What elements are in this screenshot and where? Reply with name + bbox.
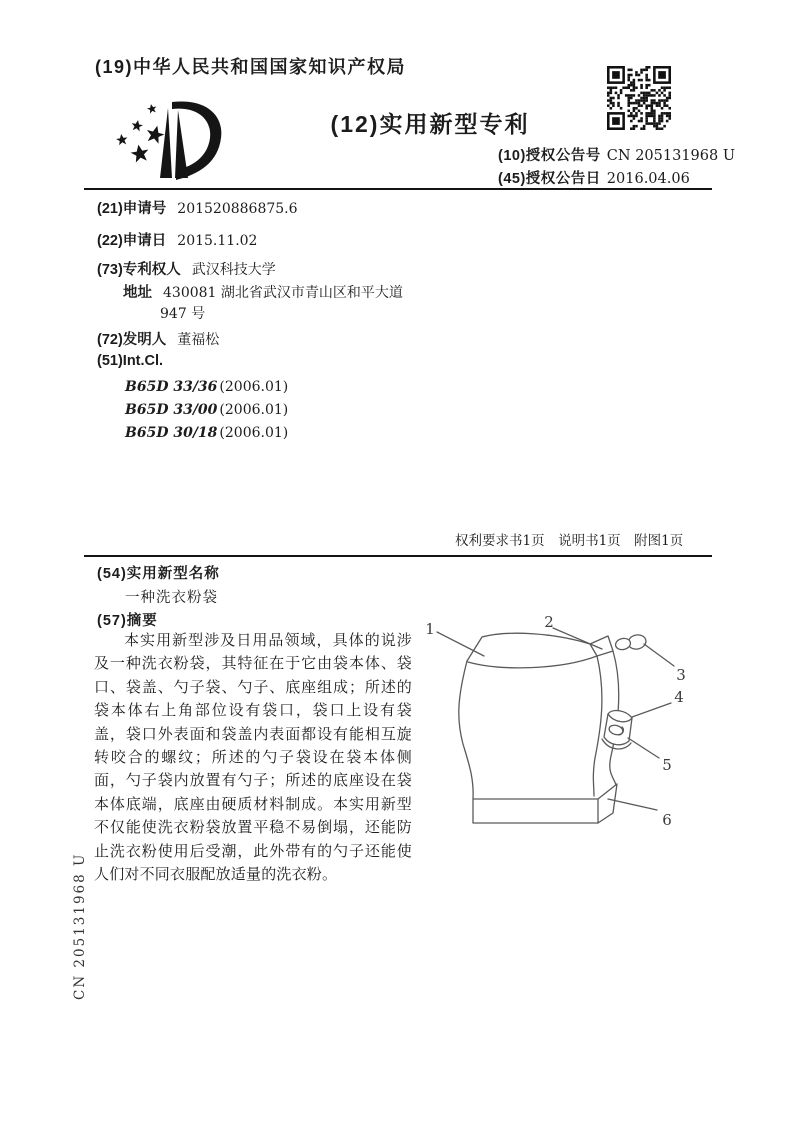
pub-no-value: CN 205131968 U bbox=[606, 148, 736, 164]
leader-2 bbox=[553, 628, 602, 649]
pub-date-row bbox=[498, 167, 690, 188]
figure-label-1: 1 bbox=[425, 620, 435, 638]
class-year: (2006.01) bbox=[219, 402, 289, 418]
inventor-value: 董福松 bbox=[177, 332, 220, 348]
office-title: (19)中华人民共和国国家知识产权局 bbox=[95, 57, 407, 77]
app-date-label: (22)申请日 bbox=[97, 233, 167, 249]
application-date-row bbox=[97, 229, 257, 250]
leader-6 bbox=[608, 799, 657, 810]
pub-date-label: (45)授权公告日 bbox=[498, 171, 601, 187]
classification-row bbox=[125, 378, 288, 395]
figure-label-6: 6 bbox=[662, 811, 672, 829]
cnipa-logo-icon bbox=[112, 96, 230, 195]
pub-date-value: 2016.04.06 bbox=[606, 171, 690, 187]
class-code: B65D 30/18 bbox=[125, 425, 218, 441]
abstract-section-label: (57)摘要 bbox=[97, 613, 158, 629]
address-row bbox=[123, 281, 403, 302]
address-value-2: 947 号 bbox=[160, 306, 206, 322]
class-code: B65D 33/36 bbox=[125, 379, 218, 395]
bag-right-inner bbox=[593, 656, 602, 796]
section-divider bbox=[84, 555, 712, 557]
bag-left-edge bbox=[459, 661, 473, 799]
bag-band-bottom bbox=[468, 656, 597, 668]
doc-type-title: (12)实用新型专利 bbox=[330, 111, 530, 137]
abstract-text: 本实用新型涉及日用品领域，具体的说涉及一种洗衣粉袋，其特征在于它由袋本体、袋口、袋盖、勺子袋、勺子、底座组成；所述的袋本体右上角部位设有袋口，袋口上设有袋盖，袋口外表面和袋盖内表面都设有能相互旋转咬合的螺纹；所述的勺子袋设在袋本体侧面，勺子袋内放置有勺子；所述的底座设在袋本体底端，底座由硬质材料制成。本实用新型不仅能使洗衣粉袋放置平稳不易倒塌，还能防止洗衣粉使用后受潮，此外带有的勺子还能使人们对不同衣服配放适量的洗衣粉。 bbox=[94, 631, 412, 884]
leader-3 bbox=[644, 644, 674, 666]
application-number-row bbox=[97, 197, 298, 218]
patentee-label: (73)专利权人 bbox=[97, 262, 181, 278]
pub-no-label: (10)授权公告号 bbox=[498, 148, 601, 164]
pages-info: 权利要求书1页 说明书1页 附图1页 bbox=[455, 533, 684, 549]
classification-row bbox=[125, 424, 288, 441]
intcl-label: (51)Int.Cl. bbox=[97, 353, 164, 369]
side-document-code: CN 205131968 U bbox=[72, 852, 88, 1000]
qr-code-icon bbox=[607, 66, 671, 135]
intcl-row bbox=[97, 353, 163, 369]
base-front bbox=[473, 799, 598, 823]
title-section-label: (54)实用新型名称 bbox=[97, 566, 220, 582]
patentee-value: 武汉科技大学 bbox=[191, 262, 276, 278]
address-value: 430081 湖北省武汉市青山区和平大道 bbox=[163, 285, 403, 301]
app-no-value: 201520886875.6 bbox=[177, 201, 298, 217]
class-year: (2006.01) bbox=[219, 425, 289, 441]
pub-no-row bbox=[498, 144, 735, 165]
figure-label-2: 2 bbox=[544, 613, 554, 631]
address-label: 地址 bbox=[123, 285, 152, 301]
base-side bbox=[598, 784, 617, 823]
leader-4 bbox=[632, 703, 671, 717]
leader-5 bbox=[628, 738, 659, 758]
figure-label-3: 3 bbox=[676, 666, 686, 684]
figure-label-5: 5 bbox=[662, 756, 672, 774]
address-row-2 bbox=[160, 303, 205, 323]
class-code: B65D 33/00 bbox=[125, 402, 218, 418]
qr-code bbox=[607, 66, 671, 130]
app-date-value: 2015.11.02 bbox=[177, 233, 258, 249]
patentee-row bbox=[97, 258, 276, 279]
invention-title: 一种洗衣粉袋 bbox=[125, 590, 218, 606]
figure-label-4: 4 bbox=[674, 688, 684, 706]
classification-row bbox=[125, 401, 288, 418]
patent-drawing bbox=[420, 606, 720, 863]
header-divider bbox=[84, 188, 712, 190]
inventor-label: (72)发明人 bbox=[97, 332, 167, 348]
app-no-label: (21)申请号 bbox=[97, 201, 167, 217]
bag-top-edge bbox=[482, 633, 590, 644]
inventor-row bbox=[97, 328, 219, 349]
class-year: (2006.01) bbox=[219, 379, 289, 395]
